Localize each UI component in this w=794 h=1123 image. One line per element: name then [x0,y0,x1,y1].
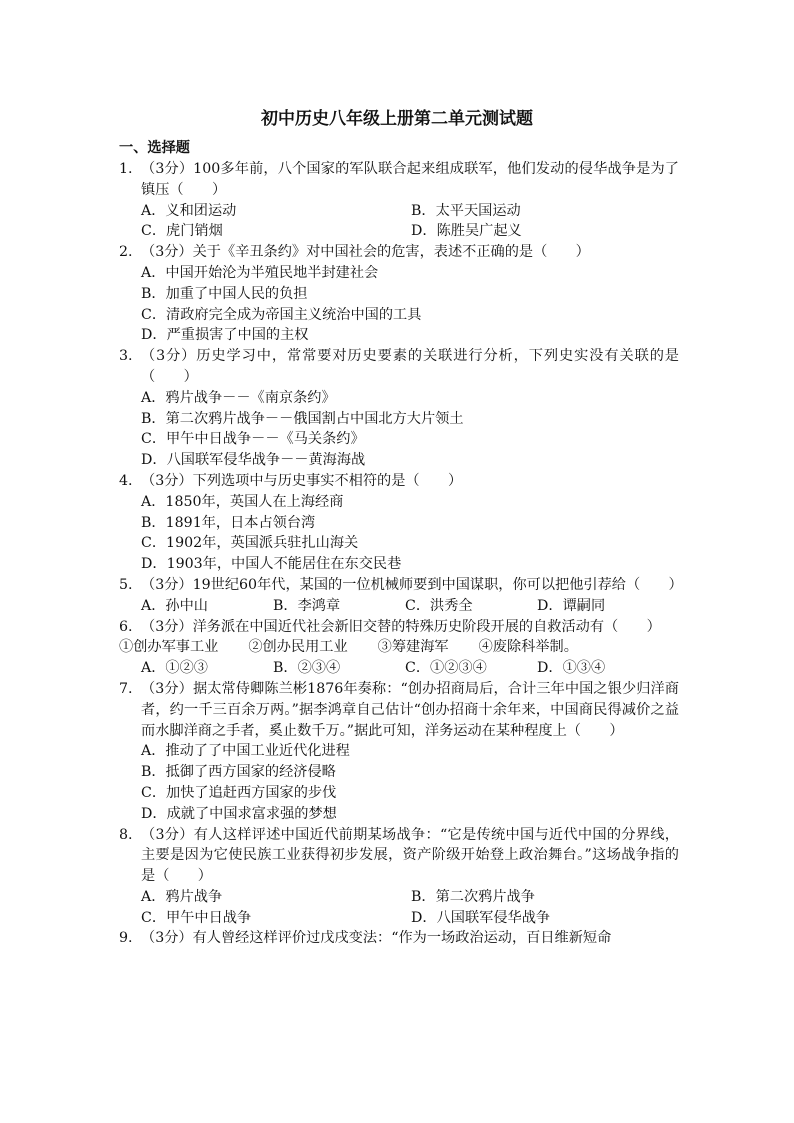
option-a: A．鸦片战争－－《南京条约》 [141,389,336,406]
statement-item: ③筹建海军 [377,639,449,656]
question-1 [119,159,679,242]
question-number: 6. [119,618,133,635]
option-a: A．1850年，英国人在上海经商 [141,493,344,510]
question-stem: （3分）据太常侍卿陈兰彬1876年奏称：“创办招商局后，合计三年中国之银少归洋商者，约一千三百余万两。”据李鸿章自己估计“创办招商十余年来，中国商民得减价之益而水脚洋商之手者，奚止数千万。”据此可知，洋务运动在某种程度上（ ） [141,680,679,739]
question-stem: （3分）洋务派在中国近代社会新旧交替的特殊历史阶段开展的自救活动有（ ） [141,618,661,635]
question-8 [119,825,679,929]
question-list [119,159,683,949]
option-c: C．加快了追赶西方国家的步伐 [141,784,337,801]
option-b: B．第二次鸦片战争 [411,888,535,905]
option-b: B．第二次鸦片战争－－俄国割占中国北方大片领土 [141,410,464,427]
question-stem: （3分）关于《辛丑条约》对中国社会的危害，表述不正确的是（ ） [141,244,590,261]
question-number: 1. [119,161,133,177]
question-number: 3. [119,348,133,365]
question-number: 2. [119,244,133,261]
option-d: D．①③④ [537,660,606,677]
question-number: 5. [119,576,133,593]
option-b: B．太平天国运动 [411,202,521,219]
question-2 [119,242,679,346]
option-b: B．1891年，日本占领台湾 [141,514,316,531]
question-3 [119,346,679,471]
option-d: D．八国联军侵华战争 [411,909,551,926]
statement-item: ④废除科举制。 [478,639,578,656]
question-stem: （3分）有人曾经这样评价过戊戌变法：“作为一场政治运动，百日维新短命 [141,930,612,947]
question-7 [119,679,679,825]
page-title: 初中历史八年级上册第二单元测试题 [261,109,533,129]
option-c: C．虎门销烟 [141,223,223,240]
option-c: C．洪秀全 [405,597,473,614]
option-b: B．抵御了西方国家的经济侵略 [141,764,336,781]
option-d: D．陈胜吴广起义 [411,223,522,240]
option-c: C．清政府完全成为帝国主义统治中国的工具 [141,306,422,323]
question-number: 9. [119,930,133,947]
question-5 [119,575,683,617]
option-d: D．八国联军侵华战争－－黄海海战 [141,452,366,469]
option-c: C．①②③④ [405,660,487,677]
option-b: B．李鸿章 [273,597,341,614]
question-number: 4. [119,472,133,489]
question-6 [119,617,679,679]
question-4 [119,471,679,575]
option-a: A．推动了了中国工业近代化进程 [141,743,350,760]
question-stem: （3分）有人这样评述中国近代前期某场战争：“它是传统中国与近代中国的分界线，主要是因为它使民族工业获得初步发展，资产阶级开始登上政治舞台。”这场战争指的是（ ） [141,826,679,885]
option-a: A．中国开始沦为半殖民地半封建社会 [141,264,379,281]
question-9 [119,928,679,949]
question-stem: （3分）历史学习中，常常要对历史要素的关联进行分析，下列史实没有关联的是（ ） [141,348,679,385]
section-heading: 一、选择题 [119,140,190,156]
question-stem: （3分）下列选项中与历史事实不相符的是（ ） [141,472,463,489]
statement-item: ②创办民用工业 [248,639,348,656]
option-d: D．严重损害了中国的主权 [141,327,309,344]
option-d: D．1903年，中国人不能居住在东交民巷 [141,556,402,573]
option-a: A．孙中山 [141,597,208,614]
option-c: C．甲午中日战争－－《马关条约》 [141,431,365,448]
option-d: D．谭嗣同 [537,597,606,614]
question-number: 7. [119,680,133,697]
question-stem: （3分）19世纪60年代，某国的一位机械师要到中国谋职，你可以把他引荐给（ ） [141,576,683,593]
question-number: 8. [119,826,133,843]
option-a: A．①②③ [141,660,208,677]
option-a: A．鸦片战争 [141,888,223,905]
question-stem: （3分）100多年前，八个国家的军队联合起来组成联军，他们发动的侵华战争是为了镇压（ ） [141,161,679,198]
option-b: B．加重了中国人民的负担 [141,285,308,302]
statement-items [119,637,679,658]
option-a: A．义和团运动 [141,202,237,219]
option-d: D．成就了中国求富求强的梦想 [141,805,337,822]
statement-item: ①创办军事工业 [119,639,219,656]
option-c: C．1902年，英国派兵驻扎山海关 [141,535,359,552]
option-c: C．甲午中日战争 [141,909,252,926]
option-b: B．②③④ [273,660,341,677]
